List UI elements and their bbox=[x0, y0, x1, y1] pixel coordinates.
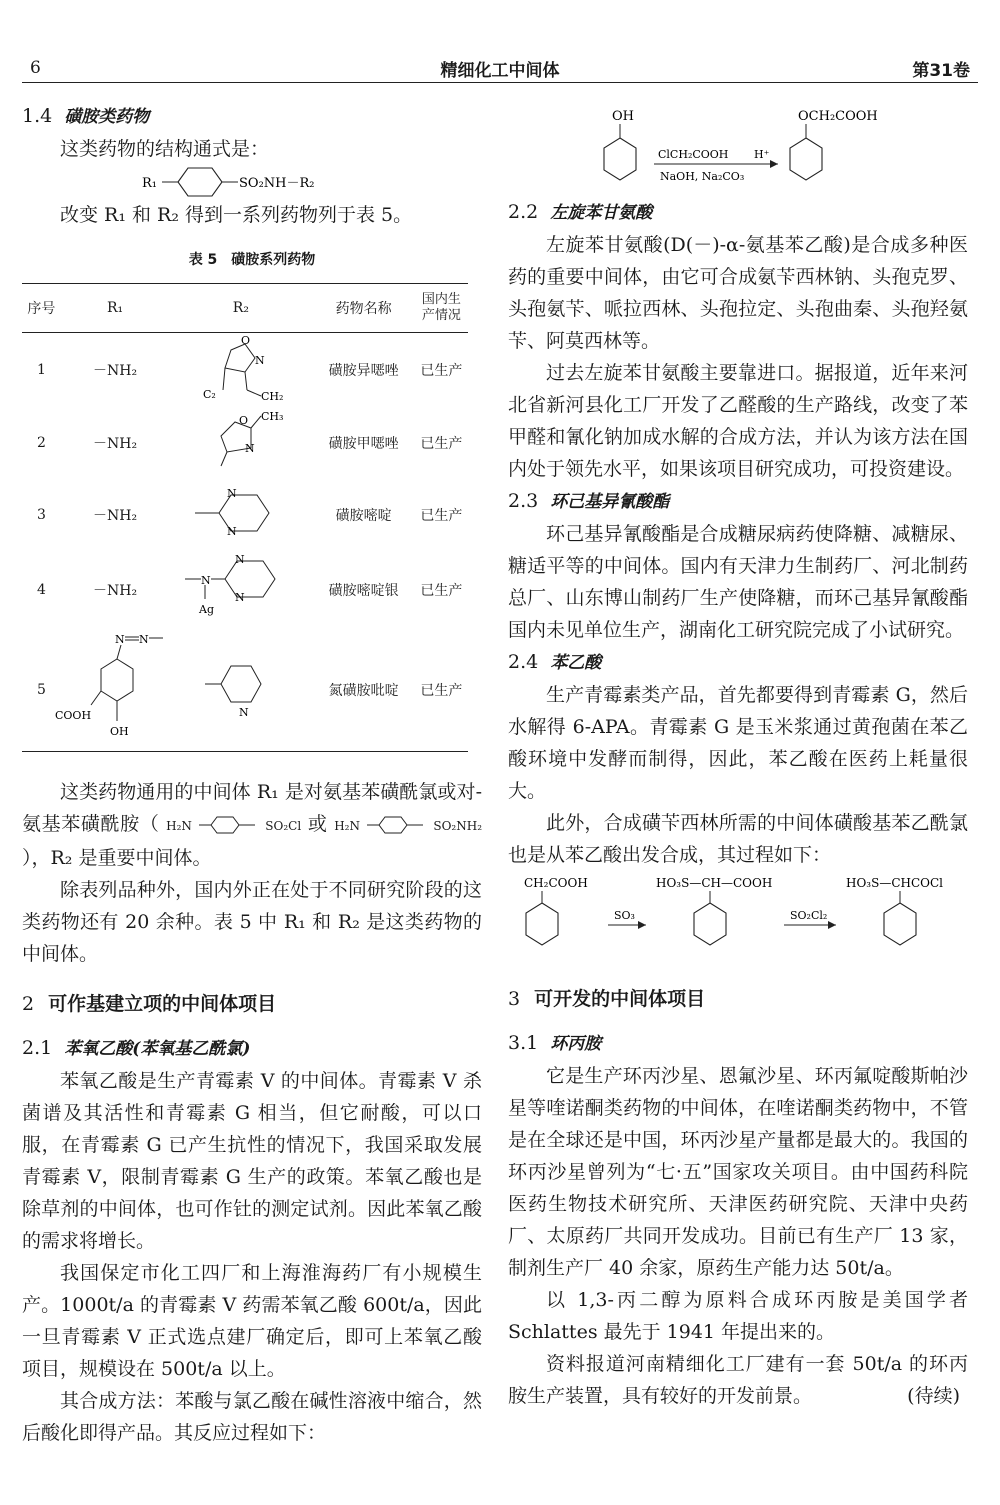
paragraph: 除表列品种外，国内外正在处于不同研究阶段的这类药物还有 20 余种。表 5 中 R₁ 和 R₂ 是这类药物的中间体。 bbox=[22, 878, 482, 965]
section-heading-2-1: 2.1 苯氧乙酸(苯氧基乙酰氯) bbox=[22, 1036, 251, 1059]
paragraph: 资料报道河南精细化工厂建有一套 50t/a 的环丙胺生产装置，具有较好的开发前景。 (待续) bbox=[508, 1348, 968, 1412]
svg-text:O: O bbox=[238, 413, 248, 427]
section-heading-3: 3 可开发的中间体项目 bbox=[508, 988, 706, 1010]
production-status: 已生产 bbox=[420, 682, 463, 699]
sulfonamide-formula-structure bbox=[142, 165, 402, 199]
production-status: 已生产 bbox=[420, 582, 463, 599]
svg-text:COOH: COOH bbox=[54, 708, 91, 722]
table-header: R₁ bbox=[106, 300, 124, 316]
svg-text:HO₃S—CH—COOH: HO₃S—CH—COOH bbox=[656, 876, 773, 890]
silver-pyrimidine-structure bbox=[181, 555, 301, 621]
row-number: 4 bbox=[36, 581, 46, 598]
row-number: 3 bbox=[36, 506, 46, 523]
drug-name: 磺胺嘧啶 bbox=[335, 507, 392, 524]
svg-text:CH₂: CH₂ bbox=[260, 389, 284, 402]
paragraph: 这类药物的结构通式是： bbox=[60, 138, 270, 160]
r1-value: －NH₂ bbox=[93, 362, 138, 379]
salicylic-azo-structure bbox=[55, 629, 165, 747]
paragraph: 这类药物通用的中间体 R₁ 是对氨基苯磺酰氯或对-氨基苯磺酰胺（ H₂N SO₂Cl 或 H₂N SO₂NH₂ ），R₂ 是重要中间体。 bbox=[22, 780, 483, 869]
r2-structure bbox=[169, 407, 312, 479]
r1-value: －NH₂ bbox=[93, 582, 138, 599]
table-caption: 表 5 磺胺系列药物 bbox=[188, 252, 316, 268]
general-formula bbox=[22, 165, 482, 199]
reaction-scheme-2 bbox=[508, 871, 968, 967]
svg-text:Ag: Ag bbox=[198, 602, 214, 616]
svg-text:SO₃: SO₃ bbox=[614, 909, 635, 922]
paragraph: 生产青霉素类产品，首先都要得到青霉素 G，然后水解得 6-APA。青霉素 G 是玉米浆通过黄孢菌在苯乙酸环境中发酵而制得，因此，苯乙酸在医药上耗量很大。 bbox=[508, 684, 968, 802]
row-number: 5 bbox=[36, 681, 46, 698]
paragraph: 改变 R₁ 和 R₂ 得到一系列药物列于表 5。 bbox=[60, 204, 413, 226]
reaction-scheme-1 bbox=[508, 100, 968, 196]
table-header-row bbox=[22, 284, 468, 333]
table-row bbox=[22, 551, 468, 629]
table-header: 药物名称 bbox=[335, 301, 392, 317]
pyridine-structure bbox=[181, 648, 301, 728]
journal-title: 精细化工中间体 bbox=[440, 61, 560, 81]
paragraph: 它是生产环丙沙星、恩氟沙星、环丙氟啶酸斯帕沙星等喹诺酮类药物的中间体，在喹诺酮类药物中，不管是在全球还是中国，环丙沙星产量都是最大的。我国的环丙沙星曾列为“七·五”国家攻关项目。由中国药科院医药生物技术研究所、天津医药研究院、天津中央药厂、太原药厂共同开发成功。目前已有生产厂 13 家，制剂生产厂 40 余家，原药生产能力达 50t/a。 bbox=[508, 1065, 968, 1279]
paragraph: 其合成方法：苯酸与氯乙酸在碱性溶液中缩合，然后酸化即得产品。其反应过程如下： bbox=[22, 1389, 482, 1444]
svg-text:CH₃: CH₃ bbox=[260, 409, 284, 423]
svg-text:OH: OH bbox=[109, 724, 129, 738]
methylisoxazole-structure bbox=[181, 408, 301, 474]
svg-text:NaOH, Na₂CO₃: NaOH, Na₂CO₃ bbox=[660, 170, 745, 183]
svg-text:N: N bbox=[226, 486, 237, 500]
r1-value: －NH₂ bbox=[93, 435, 138, 452]
r1-value: －NH₂ bbox=[93, 507, 138, 524]
r2-structure bbox=[169, 551, 312, 629]
svg-text:HO₃S—CHCOCl: HO₃S—CHCOCl bbox=[846, 876, 944, 890]
svg-text:R₁: R₁ bbox=[142, 176, 157, 191]
svg-text:N: N bbox=[226, 524, 237, 538]
table-header: R₂ bbox=[232, 300, 249, 316]
paragraph: 此外，合成磺苄西林所需的中间体磺酸基苯乙酰氯也是从苯乙酸出发合成，其过程如下： bbox=[508, 812, 968, 866]
paragraph: 环己基异氰酸酯是合成糖尿病药使降糖、减糖尿、糖适平等的中间体。国内有天津力生制药厂、河北制药总厂、山东博山制药厂生产使降糖，而环己基异氰酸酯国内未见单位生产，湖南化工研究院完成了小试研究。 bbox=[508, 523, 968, 641]
left-column bbox=[22, 100, 482, 1449]
isoxazole-structure bbox=[181, 334, 301, 402]
svg-text:N: N bbox=[234, 554, 245, 566]
table-row bbox=[22, 333, 468, 407]
paragraph: 过去左旋苯甘氨酸主要靠进口。据报道，近年来河北省新河县化工厂开发了乙醛酸的生产路线，改变了苯甲醛和氰化钠加成水解的合成方法，并认为该方法在国内处于领先水平，如果该项目研究成功，可投资建设。 bbox=[508, 362, 968, 480]
benzene-ring-icon bbox=[199, 816, 259, 834]
section-heading-2-2: 2.2 左旋苯甘氨酸 bbox=[508, 201, 653, 223]
drug-name: 磺胺甲𫫇唑 bbox=[328, 435, 399, 452]
table-header: 国内生产情况 bbox=[421, 292, 461, 323]
table-header: 序号 bbox=[27, 301, 56, 317]
h2n-label: H₂N bbox=[166, 818, 192, 833]
so2nh2-label: SO₂NH₂ bbox=[433, 818, 483, 833]
svg-text:N: N bbox=[200, 573, 211, 587]
svg-text:OCH₂COOH: OCH₂COOH bbox=[798, 109, 878, 124]
production-status: 已生产 bbox=[420, 507, 463, 524]
drug-name: 氮磺胺吡啶 bbox=[328, 682, 399, 699]
table-row bbox=[22, 479, 468, 551]
row-number: 1 bbox=[36, 361, 46, 378]
svg-text:H⁺: H⁺ bbox=[754, 148, 770, 161]
paragraph: 苯氧乙酸是生产青霉素 V 的中间体。青霉素 V 杀菌谱及其活性和青霉素 G 相当，但它耐酸，可以口服，在青霉素 G 已产生抗性的情况下，我国采取发展青霉素 V，限制青霉素 G 生产的政策。苯氧乙酸也是除草剂的中间体，也可作钍的测定试剂。因此苯氧乙酸的需求将增长。 bbox=[22, 1069, 482, 1252]
svg-text:OH: OH bbox=[612, 109, 634, 124]
paragraph: 左旋苯甘氨酸(D(－)-α-氨基苯乙酸)是合成多种医药的重要中间体，由它可合成氨苄西林钠、头孢克罗、头孢氨苄、哌拉西林、头孢拉定、头孢曲秦、头孢羟氨苄、阿莫西林等。 bbox=[508, 234, 968, 352]
svg-text:N: N bbox=[138, 632, 149, 646]
svg-text:SO₂Cl₂: SO₂Cl₂ bbox=[790, 909, 828, 922]
section-heading-2-3: 2.3 环己基异氰酸酯 bbox=[508, 490, 670, 512]
svg-text:ClCH₂COOH: ClCH₂COOH bbox=[658, 148, 729, 161]
table-row bbox=[22, 407, 468, 479]
svg-text:CH₂COOH: CH₂COOH bbox=[524, 876, 588, 890]
page-header bbox=[22, 54, 978, 83]
r1-structure bbox=[54, 629, 169, 752]
svg-text:N: N bbox=[238, 705, 249, 719]
sulfonamide-table bbox=[22, 283, 468, 752]
svg-text:C₂: C₂ bbox=[202, 387, 216, 401]
phenoxyacetic-reaction bbox=[508, 100, 968, 196]
section-heading-3-1: 3.1 环丙胺 bbox=[508, 1032, 602, 1054]
row-number: 2 bbox=[36, 434, 46, 451]
drug-name: 磺胺嘧啶银 bbox=[328, 582, 399, 599]
drug-name: 磺胺异𫫇唑 bbox=[328, 362, 399, 379]
section-heading-2: 2 可作基建立项的中间体项目 bbox=[22, 992, 277, 1015]
so2cl-label: SO₂Cl bbox=[265, 818, 302, 833]
production-status: 已生产 bbox=[420, 435, 463, 452]
page-number: 6 bbox=[30, 58, 41, 78]
production-status: 已生产 bbox=[420, 362, 463, 379]
sulfobenzyl-reaction bbox=[508, 871, 968, 967]
h2n-label: H₂N bbox=[334, 818, 360, 833]
svg-text:N: N bbox=[254, 353, 265, 367]
to-be-continued: (待续) bbox=[907, 1385, 960, 1407]
r2-structure bbox=[169, 479, 312, 551]
right-column bbox=[508, 100, 968, 1412]
r2-structure bbox=[169, 333, 312, 407]
paragraph: 我国保定市化工四厂和上海淮海药厂有小规模生产。1000t/a 的青霉素 V 药需苯氧乙酸 600t/a，因此一旦青霉素 V 正式选点建厂确定后，即可上苯氧乙酸项目，规模设在 500t/a 以上。 bbox=[22, 1261, 482, 1380]
svg-text:N: N bbox=[234, 590, 245, 604]
pyrimidine-structure bbox=[181, 485, 301, 541]
svg-text:SO₂NH－R₂: SO₂NH－R₂ bbox=[239, 176, 315, 191]
table-row bbox=[22, 629, 468, 752]
paragraph: 以 1,3-丙二醇为原料合成环丙胺是美国学者 Schlattes 最先于 1941 年提出来的。 bbox=[508, 1289, 968, 1343]
volume-label: 第31卷 bbox=[912, 61, 970, 81]
section-heading-2-4: 2.4 苯乙酸 bbox=[508, 651, 602, 673]
svg-text:N: N bbox=[244, 441, 255, 455]
section-heading-1-4: 1.4 磺胺类药物 bbox=[22, 105, 150, 127]
r2-structure bbox=[169, 629, 312, 752]
svg-text:N: N bbox=[114, 632, 125, 646]
benzene-ring-icon bbox=[367, 816, 427, 834]
svg-text:O: O bbox=[240, 333, 250, 347]
